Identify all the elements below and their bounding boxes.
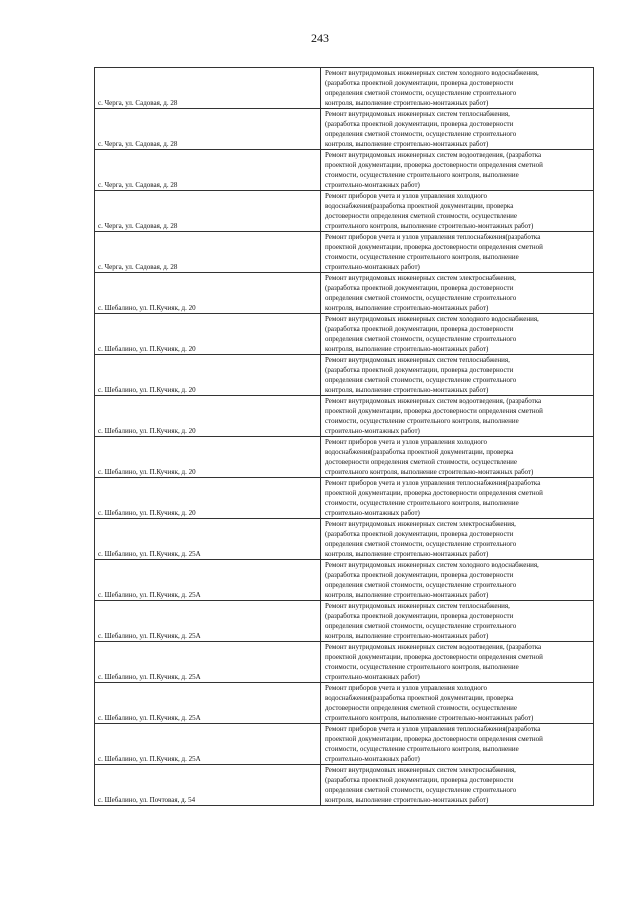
table-row xyxy=(95,437,594,478)
works-table xyxy=(94,67,594,806)
table-row xyxy=(95,191,594,232)
address-cell: с. Шебалино, ул. П.Кучияк, д. 25А xyxy=(95,601,321,642)
table-row xyxy=(95,150,594,191)
work-description-cell: Ремонт внутридомовых инженерных систем холодного водоснабжения, (разработка проектной документации, проверка достоверности определения сметной стоимости, осуществление строительного контроля, выполнение строительно-монтажных работ) xyxy=(321,560,594,601)
address-cell: с. Черга, ул. Садовая, д. 28 xyxy=(95,150,321,191)
table-row xyxy=(95,478,594,519)
work-description-cell: Ремонт приборов учета и узлов управления холодного водоснабжения(разработка проектной документации, проверка достоверности определения сметной стоимости, осуществление строительного контроля, выполнение строительно-монтажных работ) xyxy=(321,683,594,724)
table-row xyxy=(95,642,594,683)
address-cell: с. Черга, ул. Садовая, д. 28 xyxy=(95,109,321,150)
address-cell: с. Шебалино, ул. П.Кучияк, д. 25А xyxy=(95,683,321,724)
work-description-cell: Ремонт внутридомовых инженерных систем электроснабжения, (разработка проектной документации, проверка достоверности определения сметной стоимости, осуществление строительного контроля, выполнение строительно-монтажных работ) xyxy=(321,519,594,560)
work-description-cell: Ремонт внутридомовых инженерных систем водоотведения, (разработка проектной документации, проверка достоверности определения сметной стоимости, осуществление строительного контроля, выполнение строительно-монтажных работ) xyxy=(321,396,594,437)
table-row xyxy=(95,765,594,806)
work-description-cell: Ремонт внутридомовых инженерных систем электроснабжения, (разработка проектной документации, проверка достоверности определения сметной стоимости, осуществление строительного контроля, выполнение строительно-монтажных работ) xyxy=(321,765,594,806)
work-description-cell: Ремонт приборов учета и узлов управления теплоснабжения(разработка проектной документации, проверка достоверности определения сметной стоимости, осуществление строительного контроля, выполнение строительно-монтажных работ) xyxy=(321,724,594,765)
address-cell: с. Шебалино, ул. П.Кучияк, д. 20 xyxy=(95,273,321,314)
table-row xyxy=(95,519,594,560)
address-cell: с. Шебалино, ул. П.Кучияк, д. 20 xyxy=(95,355,321,396)
address-cell: с. Шебалино, ул. П.Кучияк, д. 20 xyxy=(95,478,321,519)
work-description-cell: Ремонт внутридомовых инженерных систем электроснабжения, (разработка проектной документации, проверка достоверности определения сметной стоимости, осуществление строительного контроля, выполнение строительно-монтажных работ) xyxy=(321,273,594,314)
work-description-cell: Ремонт приборов учета и узлов управления холодного водоснабжения(разработка проектной документации, проверка достоверности определения сметной стоимости, осуществление строительного контроля, выполнение строительно-монтажных работ) xyxy=(321,437,594,478)
table-row xyxy=(95,683,594,724)
table-row xyxy=(95,724,594,765)
address-cell: с. Шебалино, ул. П.Кучияк, д. 20 xyxy=(95,314,321,355)
address-cell: с. Шебалино, ул. П.Кучияк, д. 25А xyxy=(95,642,321,683)
address-cell: с. Черга, ул. Садовая, д. 28 xyxy=(95,232,321,273)
work-description-cell: Ремонт внутридомовых инженерных систем теплоснабжения, (разработка проектной документации, проверка достоверности определения сметной стоимости, осуществление строительного контроля, выполнение строительно-монтажных работ) xyxy=(321,355,594,396)
table-row xyxy=(95,560,594,601)
table-row xyxy=(95,109,594,150)
work-description-cell: Ремонт приборов учета и узлов управления холодного водоснабжения(разработка проектной документации, проверка достоверности определения сметной стоимости, осуществление строительного контроля, выполнение строительно-монтажных работ) xyxy=(321,191,594,232)
work-description-cell: Ремонт внутридомовых инженерных систем водоотведения, (разработка проектной документации, проверка достоверности определения сметной стоимости, осуществление строительного контроля, выполнение строительно-монтажных работ) xyxy=(321,150,594,191)
address-cell: с. Черга, ул. Садовая, д. 28 xyxy=(95,191,321,232)
table-row xyxy=(95,396,594,437)
table-row xyxy=(95,601,594,642)
table-row xyxy=(95,273,594,314)
work-description-cell: Ремонт внутридомовых инженерных систем холодного водоснабжения, (разработка проектной документации, проверка достоверности определения сметной стоимости, осуществление строительного контроля, выполнение строительно-монтажных работ) xyxy=(321,68,594,109)
work-description-cell: Ремонт приборов учета и узлов управления теплоснабжения(разработка проектной документации, проверка достоверности определения сметной стоимости, осуществление строительного контроля, выполнение строительно-монтажных работ) xyxy=(321,232,594,273)
work-description-cell: Ремонт внутридомовых инженерных систем теплоснабжения, (разработка проектной документации, проверка достоверности определения сметной стоимости, осуществление строительного контроля, выполнение строительно-монтажных работ) xyxy=(321,109,594,150)
page-number: 243 xyxy=(311,31,329,45)
work-description-cell: Ремонт приборов учета и узлов управления теплоснабжения(разработка проектной документации, проверка достоверности определения сметной стоимости, осуществление строительного контроля, выполнение строительно-монтажных работ) xyxy=(321,478,594,519)
work-description-cell: Ремонт внутридомовых инженерных систем теплоснабжения, (разработка проектной документации, проверка достоверности определения сметной стоимости, осуществление строительного контроля, выполнение строительно-монтажных работ) xyxy=(321,601,594,642)
address-cell: с. Черга, ул. Садовая, д. 28 xyxy=(95,68,321,109)
work-description-cell: Ремонт внутридомовых инженерных систем холодного водоснабжения, (разработка проектной документации, проверка достоверности определения сметной стоимости, осуществление строительного контроля, выполнение строительно-монтажных работ) xyxy=(321,314,594,355)
table-row xyxy=(95,232,594,273)
table-row xyxy=(95,68,594,109)
table-row xyxy=(95,355,594,396)
address-cell: с. Шебалино, ул. П.Кучияк, д. 20 xyxy=(95,437,321,478)
address-cell: с. Шебалино, ул. П.Кучияк, д. 25А xyxy=(95,560,321,601)
works-table-body xyxy=(95,68,594,806)
table-row xyxy=(95,314,594,355)
address-cell: с. Шебалино, ул. Почтовая, д. 54 xyxy=(95,765,321,806)
address-cell: с. Шебалино, ул. П.Кучияк, д. 20 xyxy=(95,396,321,437)
work-description-cell: Ремонт внутридомовых инженерных систем водоотведения, (разработка проектной документации, проверка достоверности определения сметной стоимости, осуществление строительного контроля, выполнение строительно-монтажных работ) xyxy=(321,642,594,683)
address-cell: с. Шебалино, ул. П.Кучияк, д. 25А xyxy=(95,724,321,765)
address-cell: с. Шебалино, ул. П.Кучияк, д. 25А xyxy=(95,519,321,560)
